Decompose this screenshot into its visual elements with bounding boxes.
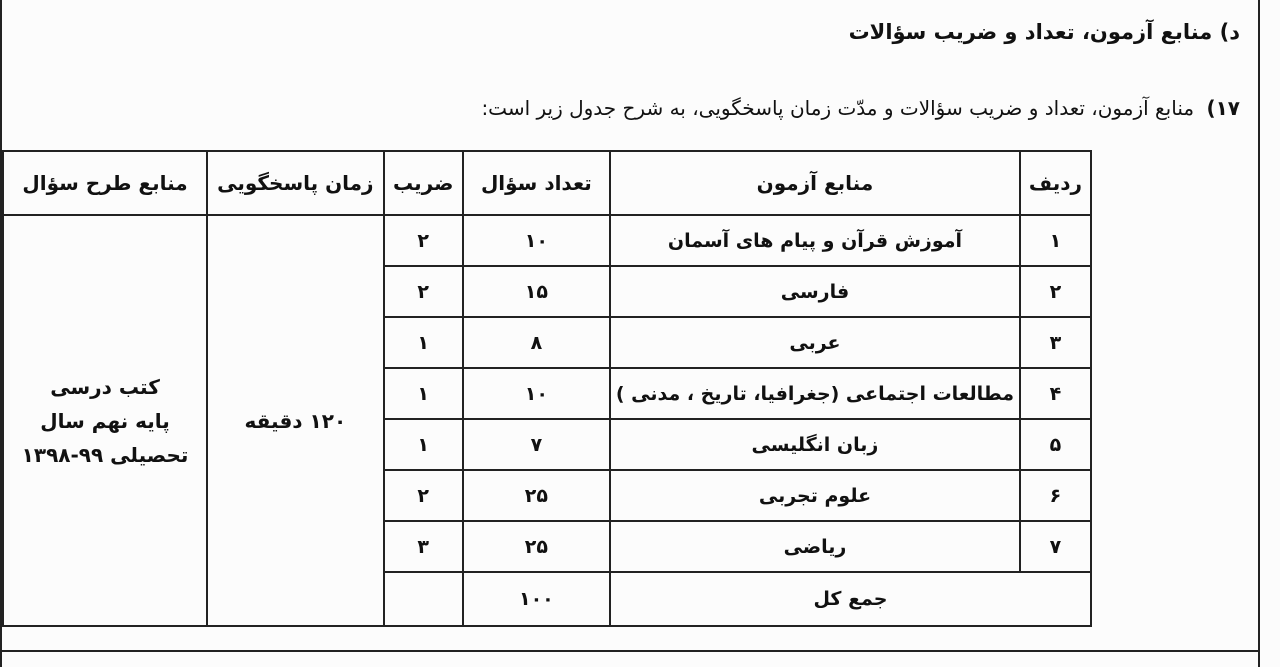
cell-row-number: ۱ [1020, 215, 1091, 266]
cell-source: زبان انگلیسی [610, 419, 1020, 470]
cell-row-number: ۷ [1020, 521, 1091, 572]
header-row-number: ردیف [1020, 151, 1091, 215]
cell-count: ۲۵ [463, 470, 610, 521]
cell-coefficient: ۱ [384, 317, 463, 368]
cell-source: مطالعات اجتماعی (جغرافیا، تاریخ ، مدنی ) [610, 368, 1020, 419]
reference-line: تحصیلی ۹۹-۱۳۹۸ [21, 442, 189, 467]
cell-time: ۱۲۰ دقیقه [207, 215, 384, 626]
exam-sources-table [2, 150, 1092, 627]
cell-coefficient: ۲ [384, 470, 463, 521]
cell-coefficient: ۱ [384, 419, 463, 470]
total-label: جمع کل [610, 572, 1091, 626]
cell-source: آموزش قرآن و پیام های آسمان [610, 215, 1020, 266]
table-row [3, 215, 1091, 266]
cell-coefficient: ۲ [384, 215, 463, 266]
cell-row-number: ۶ [1020, 470, 1091, 521]
intro-text: منابع آزمون، تعداد و ضریب سؤالات و مدّت زمان پاسخگویی، به شرح جدول زیر است: [481, 96, 1195, 120]
cell-source: عربی [610, 317, 1020, 368]
cell-count: ۱۰ [463, 368, 610, 419]
cell-row-number: ۵ [1020, 419, 1091, 470]
cell-count: ۱۵ [463, 266, 610, 317]
cell-row-number: ۲ [1020, 266, 1091, 317]
cell-references [3, 215, 207, 626]
cell-source: علوم تجربی [610, 470, 1020, 521]
cell-count: ۸ [463, 317, 610, 368]
total-count: ۱۰۰ [463, 572, 610, 626]
cell-source: فارسی [610, 266, 1020, 317]
cell-row-number: ۴ [1020, 368, 1091, 419]
reference-line: کتب درسی [50, 374, 160, 399]
cell-count: ۱۰ [463, 215, 610, 266]
cell-row-number: ۳ [1020, 317, 1091, 368]
header-references: منابع طرح سؤال [3, 151, 207, 215]
reference-line: پایه نهم سال [40, 408, 170, 433]
cell-coefficient: ۳ [384, 521, 463, 572]
total-coefficient [384, 572, 463, 626]
cell-source: ریاضی [610, 521, 1020, 572]
cell-coefficient: ۱ [384, 368, 463, 419]
section-heading: د) منابع آزمون، تعداد و ضریب سؤالات [848, 20, 1240, 44]
bottom-rule [0, 650, 1260, 652]
cell-coefficient: ۲ [384, 266, 463, 317]
item-number: ۱۷) [1206, 96, 1240, 120]
cell-count: ۷ [463, 419, 610, 470]
header-source: منابع آزمون [610, 151, 1020, 215]
page-border-right [1258, 0, 1260, 667]
table-header-row [3, 151, 1091, 215]
header-coefficient: ضریب [384, 151, 463, 215]
header-time: زمان پاسخگویی [207, 151, 384, 215]
cell-count: ۲۵ [463, 521, 610, 572]
header-count: تعداد سؤال [463, 151, 610, 215]
intro-paragraph [481, 96, 1240, 120]
